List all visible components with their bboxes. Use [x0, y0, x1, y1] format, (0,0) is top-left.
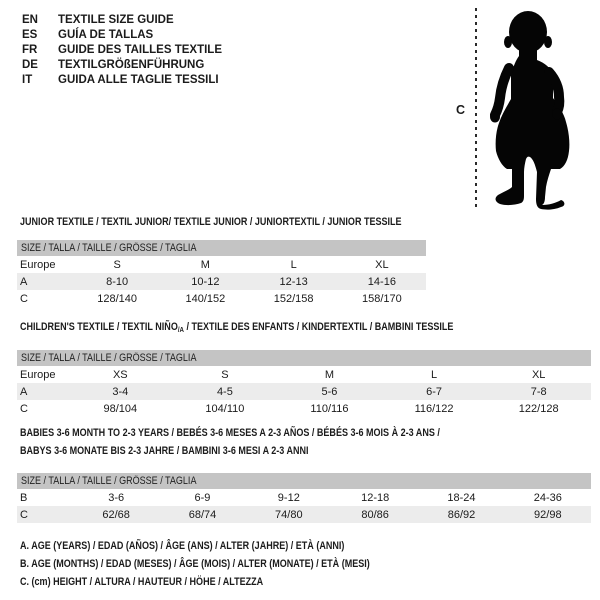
size-cell: 128/140	[97, 292, 137, 305]
size-cell: 18-24	[447, 491, 476, 504]
table-row	[17, 290, 426, 307]
size-cell: 3-4	[112, 385, 129, 398]
baby-silhouette-icon	[480, 0, 600, 212]
junior-table-title-text: JUNIOR TEXTILE / TEXTIL JUNIOR/ TEXTILE JUNIOR / JUNIORTEXTIL / JUNIOR TESSILE	[20, 216, 402, 228]
lang-code: EN	[22, 14, 38, 26]
size-cell: 62/68	[102, 508, 130, 521]
size-cell: 7-8	[530, 385, 547, 398]
table-row	[17, 273, 426, 290]
size-cell: 98/104	[103, 402, 138, 415]
size-cell: 68/74	[188, 508, 217, 521]
title-segment: / TEXTILE DES ENFANTS / KINDERTEXTIL / BAMBINI TESSILE	[183, 321, 454, 333]
size-cell: 9-12	[277, 491, 300, 504]
lang-label: GUÍA DE TALLAS	[58, 29, 154, 41]
lang-row-it	[22, 73, 222, 88]
lang-label: GUIDE DES TAILLES TEXTILE	[58, 44, 222, 56]
size-cell: 158/170	[361, 292, 402, 305]
legend-text: B. AGE (MONTHS) / EDAD (MESES) / ÂGE (MOIS) / ALTER (MONATE) / ETÀ (MESI)	[20, 558, 370, 570]
size-header-bar	[17, 240, 426, 256]
children-table-title-text	[20, 319, 453, 339]
row-label: C	[20, 292, 28, 305]
height-label-c: C	[456, 103, 466, 117]
size-cell: 5-6	[321, 385, 338, 398]
size-cell: L	[431, 368, 438, 381]
size-cell: M	[200, 258, 210, 271]
row-label: A	[20, 385, 28, 398]
size-cell: L	[290, 258, 297, 271]
title-subscript: /A	[177, 325, 184, 334]
size-cell: 10-12	[191, 275, 220, 288]
junior-table	[17, 256, 426, 307]
legend-text: C. (cm) HEIGHT / ALTURA / HAUTEUR / HÖHE / ALTEZZA	[20, 576, 264, 588]
size-cell: 12-13	[279, 275, 308, 288]
babies-table-title-line1: BABIES 3-6 MONTH TO 2-3 YEARS / BEBÉS 3-6 MESES A 2-3 AÑOS / BÉBÉS 3-6 MOIS À 2-3 ANS /	[20, 427, 440, 439]
size-cell: 152/158	[273, 292, 314, 305]
babies-table-title	[20, 425, 532, 460]
size-cell: XL	[375, 258, 389, 271]
legend-text: A. AGE (YEARS) / EDAD (AÑOS) / ÂGE (ANS) / ALTER (JAHRE) / ETÀ (ANNI)	[20, 540, 345, 552]
lang-code: FR	[22, 44, 38, 56]
size-cell: 6-9	[194, 491, 211, 504]
lang-row-de	[22, 58, 222, 73]
size-cell: 6-7	[426, 385, 443, 398]
lang-row-en	[22, 13, 222, 28]
legend-line-a	[20, 537, 447, 555]
lang-label: GUIDA ALLE TAGLIE TESSILI	[58, 74, 219, 86]
row-label: A	[20, 275, 28, 288]
size-cell: XS	[112, 368, 128, 381]
lang-row-fr	[22, 43, 222, 58]
size-cell: 74/80	[275, 508, 303, 521]
size-cell: 80/86	[361, 508, 389, 521]
size-cell: 92/98	[534, 508, 562, 521]
table-row	[17, 383, 591, 400]
size-header-text: SIZE / TALLA / TAILLE / GRÖSSE / TAGLIA	[21, 352, 197, 364]
size-cell: 116/122	[414, 402, 454, 415]
table-row	[17, 256, 426, 273]
size-cell: M	[324, 368, 335, 381]
size-cell: S	[113, 258, 121, 271]
row-label: C	[20, 402, 28, 415]
row-label: C	[20, 508, 28, 521]
table-row	[17, 400, 591, 417]
size-cell: 122/128	[518, 402, 559, 415]
size-cell: 3-6	[108, 491, 125, 504]
legend-line-b	[20, 555, 447, 573]
babies-table	[17, 489, 591, 523]
size-cell: 14-16	[367, 275, 396, 288]
table-row	[17, 506, 591, 523]
size-header-text: SIZE / TALLA / TAILLE / GRÖSSE / TAGLIA	[21, 242, 197, 254]
size-cell: S	[221, 368, 229, 381]
size-cell: 4-5	[216, 385, 233, 398]
lang-code: IT	[22, 74, 33, 86]
table-row	[17, 366, 591, 383]
babies-size-table	[17, 473, 591, 523]
baby-silhouette-shapes	[490, 11, 569, 210]
size-header-text: SIZE / TALLA / TAILLE / GRÖSSE / TAGLIA	[21, 475, 197, 487]
size-cell: XL	[531, 368, 546, 381]
children-table-title	[20, 319, 549, 339]
title-segment: CHILDREN'S TEXTILE / TEXTIL NIÑO	[20, 321, 178, 333]
row-label: B	[20, 491, 28, 504]
size-cell: 110/116	[310, 402, 349, 415]
lang-label: TEXTILE SIZE GUIDE	[58, 14, 174, 26]
size-header-bar	[17, 350, 591, 366]
lang-label: TEXTILGRÖßENFÜHRUNG	[58, 59, 205, 71]
children-size-table	[17, 350, 591, 417]
lang-code: DE	[22, 59, 38, 71]
size-header-bar	[17, 473, 591, 489]
table-row	[17, 489, 591, 506]
size-cell: 24-36	[533, 491, 562, 504]
size-cell: 12-18	[361, 491, 390, 504]
babies-table-title-line2: BABYS 3-6 MONATE BIS 2-3 JAHRE / BAMBINI 3-6 MESI A 2-3 ANNI	[20, 444, 309, 457]
lang-row-es	[22, 28, 222, 43]
legend	[20, 537, 447, 591]
legend-line-c	[20, 573, 447, 591]
size-cell: 104/110	[205, 402, 245, 415]
lang-code: ES	[22, 29, 38, 41]
size-cell: 86/92	[447, 508, 476, 521]
junior-size-table	[17, 240, 426, 307]
size-cell: 140/152	[185, 292, 226, 305]
row-label: Europe	[20, 368, 56, 381]
children-table	[17, 366, 591, 417]
row-label: Europe	[20, 258, 56, 271]
size-cell: 8-10	[106, 275, 129, 288]
junior-table-title	[20, 214, 485, 232]
language-header	[22, 13, 222, 88]
